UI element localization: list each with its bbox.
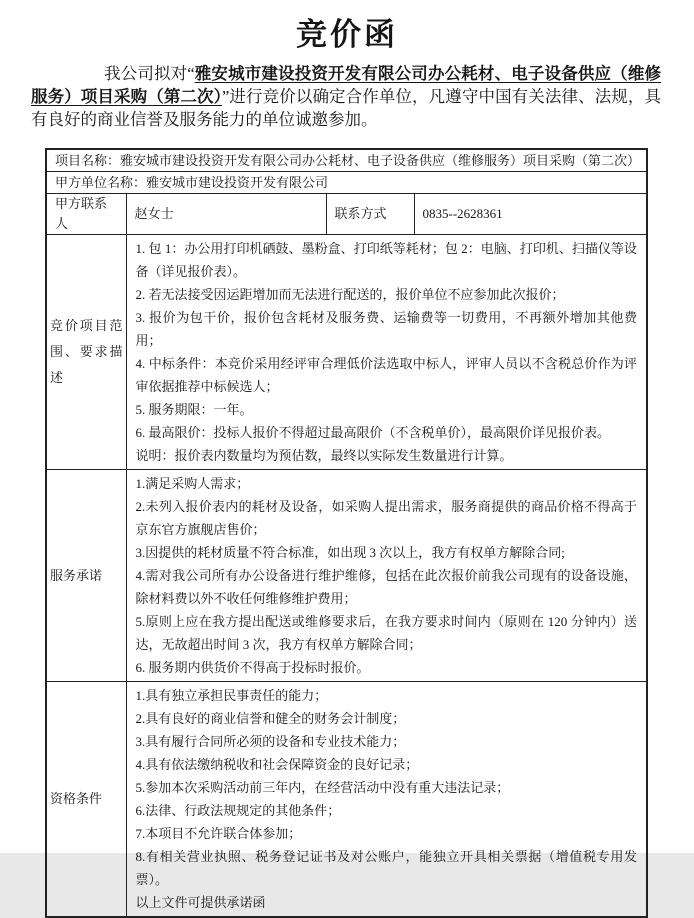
intro-prefix: 我公司拟对“ [104,64,195,83]
contact-person-label: 甲方联系人 [46,194,126,235]
qualification-item: 2.具有良好的商业信誉和健全的财务会计制度； [135,711,406,726]
service-commitment-item: 1.满足采购人需求； [135,476,250,491]
scope-row-content [126,235,647,470]
qualification-item: 6.法律、行政法规规定的其他条件； [135,803,341,818]
party-a-row [46,172,647,194]
qualification-row [46,682,647,918]
intro-project-name: 雅安城市建设投资开发有限公司办公耗材、电子设备供应（维修服务）项目采购（第二次） [31,64,661,106]
scope-item: 5. 服务期限：一年。 [135,402,253,417]
intro-suffix: ”进行竞价以确定合作单位，凡遵守中国有关法律、法规，具有良好的商业信誉及服务能力的单位诚邀参加。 [31,87,662,129]
scope-item: 2. 若无法接受因运距增加而无法进行配送的，报价单位不应参加此次报价； [135,287,565,302]
qualification-item: 以上文件可提供承诺函 [135,895,266,910]
contact-phone-label: 联系方式 [326,194,414,235]
qualification-item: 5.参加本次采购活动前三年内，在经营活动中没有重大违法记录； [135,780,510,795]
service-commitment-item: 6. 服务期内供货价不得高于投标时报价。 [135,660,370,675]
service-commitment-label: 服务承诺 [46,470,126,682]
qualification-label: 资格条件 [46,682,126,918]
scope-row-label: 竞价项目范围、要求描述 [46,235,126,470]
service-commitment-item: 2.未列入报价表内的耗材及设备，如采购人提出需求，服务商提供的商品价格不得高于京东官方旗舰店售价； [135,499,638,537]
service-commitment-item: 4.需对我公司所有办公设备进行维护维修，包括在此次报价前我公司现有的设备设施，除材料费以外不收任何维修维护费用； [135,568,638,606]
contact-phone-value: 0835--2628361 [414,194,647,235]
qualification-content [126,682,647,918]
party-a-name-cell: 甲方单位名称：雅安城市建设投资开发有限公司 [46,172,647,194]
contact-person-value: 赵女士 [126,194,326,235]
qualification-item: 3.具有履行合同所必须的设备和专业技术能力； [135,734,406,749]
scope-item: 6. 最高限价：投标人报价不得超过最高限价（不含税单价），最高限价详见报价表。 [135,425,611,440]
qualification-item: 7.本项目不允许联合体参加； [135,826,302,841]
scope-item: 说明：报价表内数量均为预估数，最终以实际发生数量进行计算。 [135,448,513,463]
project-name-row [46,149,647,172]
qualification-item: 4.具有依法缴纳税收和社会保障资金的良好记录； [135,757,419,772]
intro-paragraph [31,62,661,131]
scope-item: 1. 包 1：办公用打印机硒鼓、墨粉盒、打印纸等耗材；包 2：电脑、打印机、扫描仪等设备（详见报价表）。 [135,241,638,279]
service-commitment-content [126,470,647,682]
contact-row [46,194,647,235]
service-commitment-item: 5.原则上应在我方提出配送或维修要求后，在我方要求时间内（原则在 120 分钟内）送达，无故超出时间 3 次，我方有权单方解除合同； [135,614,638,652]
project-name-cell: 项目名称：雅安城市建设投资开发有限公司办公耗材、电子设备供应（维修服务）项目采购（第二次） [46,149,647,172]
scope-item: 4. 中标条件：本竞价采用经评审合理低价法选取中标人，评审人员以不含税总价作为评审依据推荐中标候选人； [135,356,638,394]
qualification-item: 1.具有独立承担民事责任的能力； [135,688,328,703]
qualification-item: 8.有相关营业执照、税务登记证书及对公账户，能独立开具相关票据（增值税专用发票）。 [135,849,638,887]
page-title: 竞价函 [296,17,398,52]
scope-row [46,235,647,470]
scope-item: 3. 报价为包干价，报价包含耗材及服务费、运输费等一切费用，不再额外增加其他费用； [135,310,638,348]
service-commitment-row [46,470,647,682]
bid-info-table [45,148,648,918]
service-commitment-item: 3.因提供的耗材质量不符合标准，如出现 3 次以上，我方有权单方解除合同; [135,545,565,560]
